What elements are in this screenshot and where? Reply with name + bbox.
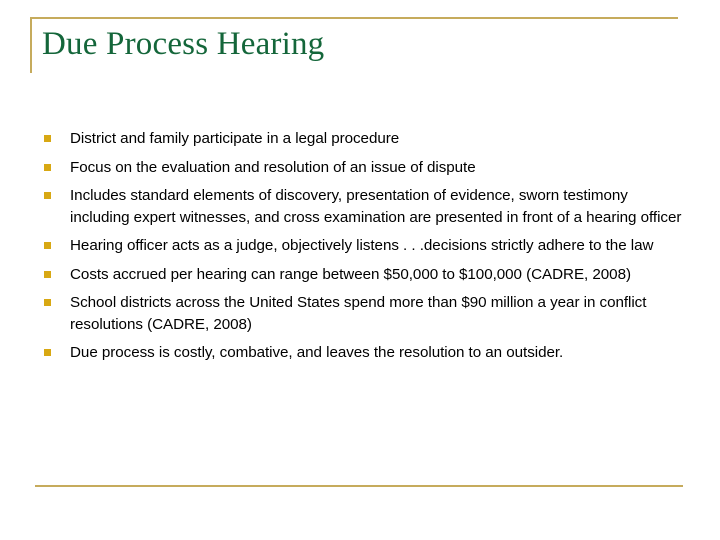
bullet-list — [44, 128, 690, 364]
square-bullet-icon — [44, 349, 51, 356]
list-item-text: Costs accrued per hearing can range between $50,000 to $100,000 (CADRE, 2008) — [70, 265, 631, 283]
square-bullet-icon — [44, 242, 51, 249]
square-bullet-icon — [44, 192, 51, 199]
list-item — [44, 128, 690, 150]
square-bullet-icon — [44, 164, 51, 171]
list-item-text: School districts across the United States spend more than $90 million a year in conflict resolutions (CADRE, 2008) — [70, 294, 647, 333]
list-item — [44, 342, 690, 364]
square-bullet-icon — [44, 271, 51, 278]
list-item-text: District and family participate in a legal procedure — [70, 130, 400, 147]
list-item-text: Due process is costly, combative, and leaves the resolution to an outsider. — [70, 344, 564, 361]
list-item — [44, 185, 690, 228]
square-bullet-icon — [44, 135, 51, 142]
list-item-text: Includes standard elements of discovery, presentation of evidence, sworn testimony including expert witnesses, and cross examination are presented in front of a hearing officer — [70, 187, 682, 226]
list-item — [44, 157, 690, 179]
title-left-rule — [30, 17, 32, 73]
square-bullet-icon — [44, 299, 51, 306]
slide-title: Due Process Hearing — [42, 26, 325, 62]
list-item — [44, 264, 690, 286]
list-item — [44, 292, 690, 335]
list-item — [44, 235, 690, 257]
list-item-text: Hearing officer acts as a judge, objectively listens . . .decisions strictly adhere to the law — [70, 237, 654, 254]
title-top-rule — [30, 17, 678, 19]
list-item-text: Focus on the evaluation and resolution of an issue of dispute — [70, 158, 476, 176]
footer-rule — [35, 485, 683, 487]
